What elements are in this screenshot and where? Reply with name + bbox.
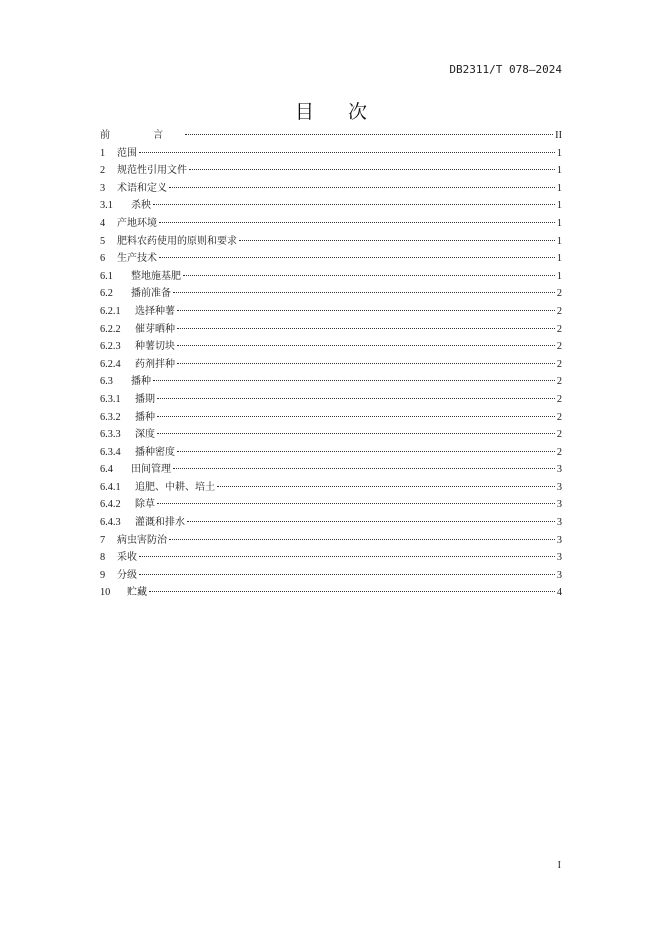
toc-entry-number: 10 <box>100 587 111 599</box>
toc-entry[interactable] <box>100 127 562 145</box>
toc-entry-number: 9 <box>100 569 106 581</box>
toc-entry-title: 病虫害防治 <box>117 534 167 546</box>
toc-entry[interactable] <box>100 250 562 268</box>
toc-entry-page: 1 <box>556 253 562 265</box>
toc-entry[interactable] <box>100 567 562 585</box>
toc-entry[interactable] <box>100 233 562 251</box>
toc-entry[interactable] <box>100 426 562 444</box>
toc-dot-leader <box>183 275 555 276</box>
toc-entry[interactable] <box>100 162 562 180</box>
toc-entry-title: 规范性引用文件 <box>117 165 187 177</box>
toc-entry[interactable] <box>100 444 562 462</box>
toc-entry-page: 2 <box>556 393 562 405</box>
toc-entry-title: 范围 <box>117 147 137 159</box>
toc-entry-number: 2 <box>100 165 106 177</box>
toc-entry-number: 6.2.4 <box>100 358 121 370</box>
toc-dot-leader <box>189 169 555 170</box>
toc-entry[interactable] <box>100 180 562 198</box>
toc-dot-leader <box>239 240 555 241</box>
toc-entry-page: 2 <box>556 446 562 458</box>
toc-dot-leader <box>157 398 555 399</box>
toc-dot-leader <box>169 187 555 188</box>
toc-entry[interactable] <box>100 303 562 321</box>
toc-entry[interactable] <box>100 321 562 339</box>
toc-entry-page: 2 <box>556 376 562 388</box>
toc-entry-page: 3 <box>556 569 562 581</box>
toc-entry-title: 贮藏 <box>127 587 147 599</box>
toc-entry-number: 6.4 <box>100 464 113 476</box>
toc-entry[interactable] <box>100 338 562 356</box>
toc-entry-title: 分级 <box>117 569 137 581</box>
toc-entry-number: 6.4.2 <box>100 499 121 511</box>
toc-dot-leader <box>169 539 555 540</box>
toc-entry[interactable] <box>100 514 562 532</box>
toc-entry-title: 灌溉和排水 <box>135 517 185 529</box>
toc-entry-title: 种薯切块 <box>135 341 175 353</box>
toc-dot-leader <box>217 486 555 487</box>
toc-entry-title: 产地环境 <box>117 217 157 229</box>
toc-dot-leader <box>173 292 555 293</box>
toc-entry[interactable] <box>100 215 562 233</box>
toc-entry-page: 3 <box>556 517 562 529</box>
toc-entry-page: 1 <box>556 200 562 212</box>
toc-entry[interactable] <box>100 373 562 391</box>
toc-dot-leader <box>177 310 555 311</box>
toc-entry[interactable] <box>100 584 562 602</box>
toc-dot-leader <box>153 204 555 205</box>
toc-entry-page: 2 <box>556 358 562 370</box>
toc-entry-number: 1 <box>100 147 106 159</box>
toc-entry-number: 6.2.1 <box>100 305 121 317</box>
toc-entry-page: 4 <box>556 587 562 599</box>
toc-entry-number: 6.3.3 <box>100 429 121 441</box>
toc-entry-title: 播前准备 <box>131 288 171 300</box>
toc-entry-page: 3 <box>556 499 562 511</box>
toc-entry-page: 2 <box>556 305 562 317</box>
toc-entry-number: 6.1 <box>100 270 113 282</box>
toc-entry-title: 生产技术 <box>117 253 157 265</box>
toc-entry-page: 3 <box>556 464 562 476</box>
toc-entry-title: 催芽晒种 <box>135 323 175 335</box>
toc-entry-number: 6 <box>100 253 106 265</box>
toc-entry-number: 7 <box>100 534 106 546</box>
toc-entry-page: 1 <box>556 182 562 194</box>
toc-entry-page: 1 <box>556 165 562 177</box>
toc-entry-number: 6.4.3 <box>100 517 121 529</box>
toc-entry-page: 2 <box>556 411 562 423</box>
toc-dot-leader <box>177 345 555 346</box>
toc-entry-title: 整地施基肥 <box>131 270 181 282</box>
toc-entry-number: 6.4.1 <box>100 481 121 493</box>
toc-entry-number: 3.1 <box>100 200 113 212</box>
toc-entry-number: 8 <box>100 552 106 564</box>
table-of-contents <box>100 127 562 602</box>
toc-entry-page: 3 <box>556 481 562 493</box>
toc-entry-number: 3 <box>100 182 106 194</box>
page-number: I <box>557 860 561 871</box>
toc-entry-page: 2 <box>556 429 562 441</box>
toc-entry-title: 深度 <box>135 429 155 441</box>
toc-entry-page: 2 <box>556 323 562 335</box>
toc-entry-title: 术语和定义 <box>117 182 167 194</box>
toc-entry-title: 播种密度 <box>135 446 175 458</box>
toc-entry-page: 1 <box>556 217 562 229</box>
toc-entry-page: 1 <box>556 147 562 159</box>
toc-dot-leader <box>157 433 555 434</box>
toc-dot-leader <box>177 363 555 364</box>
toc-dot-leader <box>139 574 555 575</box>
toc-dot-leader <box>157 503 555 504</box>
toc-entry-title: 播种 <box>135 411 155 423</box>
toc-dot-leader <box>185 134 553 135</box>
toc-dot-leader <box>159 257 555 258</box>
toc-entry[interactable] <box>100 356 562 374</box>
toc-entry-page: II <box>555 130 562 141</box>
toc-entry-page: 1 <box>556 235 562 247</box>
toc-dot-leader <box>173 468 555 469</box>
toc-entry-page: 2 <box>556 288 562 300</box>
toc-entry-title: 播期 <box>135 393 155 405</box>
toc-entry[interactable] <box>100 479 562 497</box>
toc-dot-leader <box>153 380 555 381</box>
toc-entry[interactable] <box>100 391 562 409</box>
toc-dot-leader <box>157 416 555 417</box>
toc-dot-leader <box>159 222 555 223</box>
toc-entry-number: 6.2 <box>100 288 113 300</box>
toc-entry-number: 6.3.2 <box>100 411 121 423</box>
toc-title: 目 次 <box>294 101 382 123</box>
toc-entry-title: 杀秧 <box>131 200 151 212</box>
toc-entry-number: 6.2.2 <box>100 323 121 335</box>
toc-entry[interactable] <box>100 549 562 567</box>
toc-entry-title: 前 言 <box>100 130 184 141</box>
toc-entry-title: 肥料农药使用的原则和要求 <box>117 235 237 247</box>
toc-entry-title: 采收 <box>117 552 137 564</box>
toc-entry[interactable] <box>100 197 562 215</box>
toc-entry[interactable] <box>100 461 562 479</box>
toc-entry-title: 播种 <box>131 376 151 388</box>
toc-entry-page: 1 <box>556 270 562 282</box>
toc-dot-leader <box>139 152 555 153</box>
document-id: DB2311/T 078—2024 <box>449 63 562 76</box>
toc-entry-page: 3 <box>556 534 562 546</box>
toc-dot-leader <box>177 328 555 329</box>
toc-entry[interactable] <box>100 532 562 550</box>
toc-entry-title: 田间管理 <box>131 464 171 476</box>
toc-entry-title: 药剂拌种 <box>135 358 175 370</box>
toc-entry-title: 除草 <box>135 499 155 511</box>
toc-entry[interactable] <box>100 268 562 286</box>
toc-dot-leader <box>187 521 555 522</box>
toc-entry[interactable] <box>100 145 562 163</box>
toc-entry[interactable] <box>100 285 562 303</box>
toc-entry-number: 6.2.3 <box>100 341 121 353</box>
toc-dot-leader <box>139 556 555 557</box>
toc-entry-number: 4 <box>100 217 106 229</box>
toc-dot-leader <box>149 591 555 592</box>
toc-dot-leader <box>177 451 555 452</box>
toc-entry[interactable] <box>100 409 562 427</box>
toc-entry[interactable] <box>100 496 562 514</box>
toc-entry-number: 6.3 <box>100 376 113 388</box>
toc-entry-page: 3 <box>556 552 562 564</box>
toc-entry-number: 6.3.1 <box>100 393 121 405</box>
toc-entry-page: 2 <box>556 341 562 353</box>
toc-entry-title: 追肥、中耕、培土 <box>135 481 215 493</box>
toc-entry-title: 选择种薯 <box>135 305 175 317</box>
toc-entry-number: 5 <box>100 235 106 247</box>
toc-entry-number: 6.3.4 <box>100 446 121 458</box>
